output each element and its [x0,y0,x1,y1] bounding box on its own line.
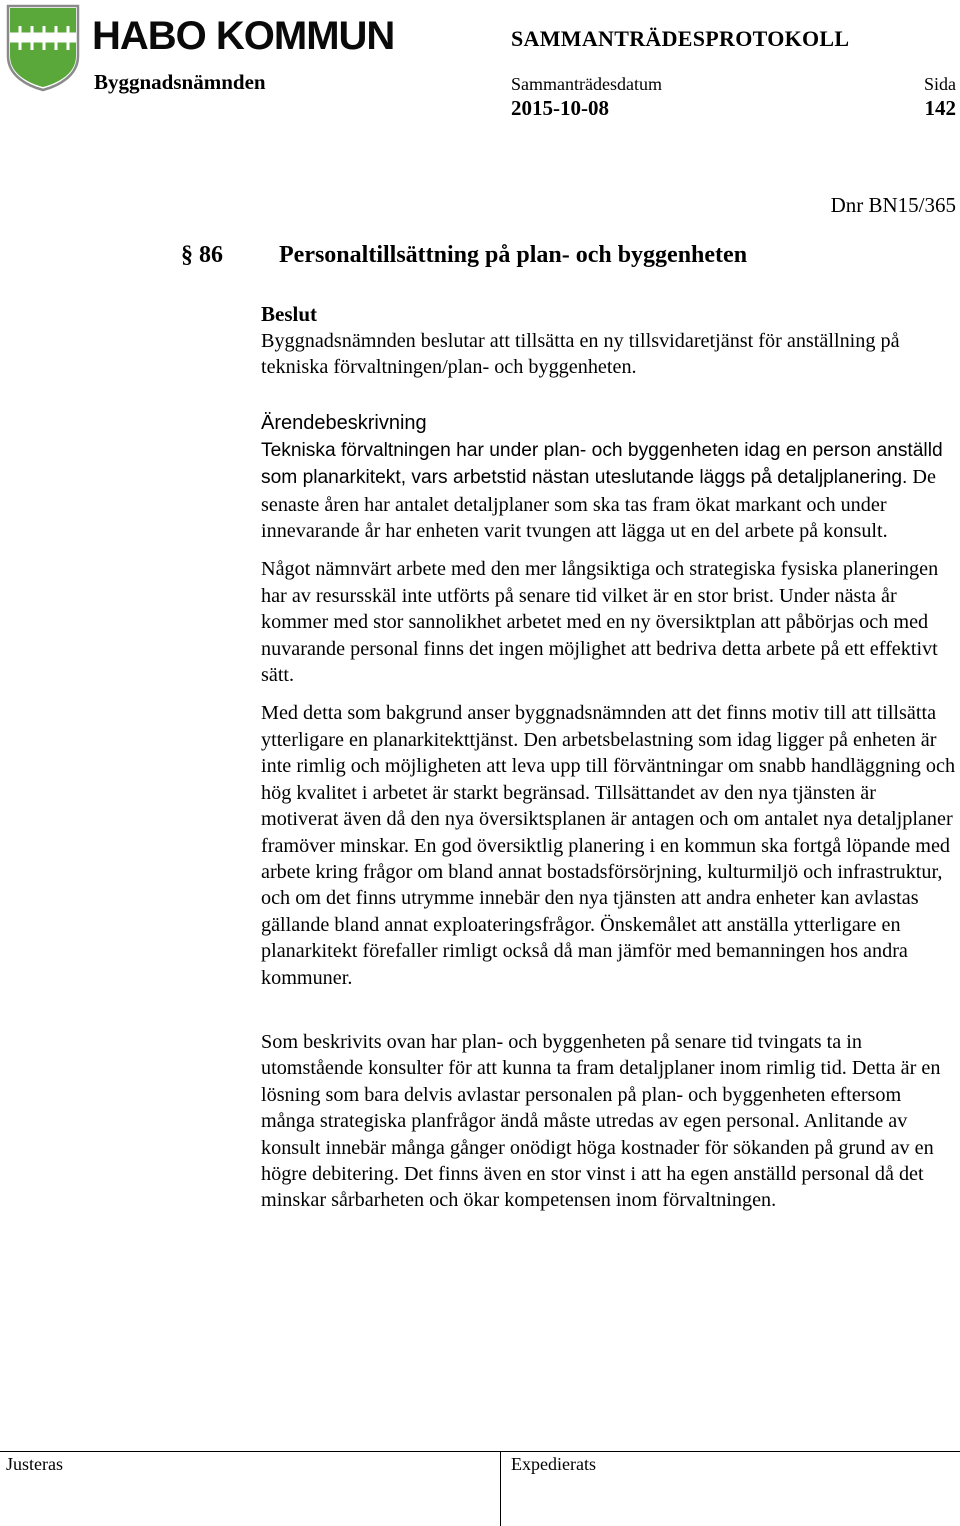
brand-name: HABO KOMMUN [92,14,395,58]
description-paragraph-4: Som beskrivits ovan har plan- och byggenheten på senare tid tvingats ta in utomstående konsulter för att kunna ta fram detaljplaner inom rimlig tid. Detta är en lösning som bara delvis avlastar personalen på plan- och byggenheten eftersom många strategiska planfrågor ändå måste utredas av egen personal. Anlitande av konsult innebär många gånger onödigt höga kostnader för sökanden på grund av en högre debitering. Det finns även en stor vinst i att ha egen anställd personal då det minskar sårbarheten och ökar kompetensen inom förvaltningen. [261,1030,941,1212]
footer-column-divider [500,1451,501,1526]
meeting-date-value: 2015-10-08 [511,96,609,120]
description-paragraph-1 [261,437,958,545]
section-heading [181,242,747,269]
habo-kommun-logo [6,4,80,92]
decision-heading: Beslut [261,302,318,326]
decision-text: Byggnadsnämnden beslutar att tillsätta en ny tillsvidaretjänst för anställning på tekniska förvaltningen/plan- och byggenheten. [261,330,900,379]
description-paragraph-2: Något nämnvärt arbete med den mer långsiktiga och strategiska fysiska planeringen har av resursskäl inte utförts på senare tid vilket är en stor brist. Under nästa år kommer med stor sannolikhet arbetet med en ny översiktplan att påbörjas och med nuvarande personal finns det ingen möjlighet att bedriva detta arbete på ett effektivt sätt. [261,558,939,687]
page-label: Sida [923,74,956,94]
description-paragraph-1-serif: De senaste åren har antalet detaljplaner som ska tas fram ökat markant och under innevarande år har enheten varit tvungen att lägga ut en del arbete på konsult. [261,466,936,543]
diary-number: Dnr BN15/365 [830,193,956,217]
description-heading: Ärendebeskrivning [261,411,427,434]
section-number: 86 [199,242,223,268]
footer-justeras-label: Justeras [6,1454,63,1474]
page-number: 142 [924,96,956,120]
document-type: SAMMANTRÄDESPROTOKOLL [511,26,850,51]
document-body [261,300,958,1214]
section-title: Personaltillsättning på plan- och byggenheten [279,242,748,268]
footer-expedierats-label: Expedierats [511,1454,596,1474]
meeting-date-label: Sammanträdesdatum [511,74,662,94]
description-paragraph-1-sans: Tekniska förvaltningen har under plan- och byggenheten idag en person anställd som planarkitekt, vars arbetstid nästan uteslutande läggs på detaljplanering. [261,439,943,489]
coat-of-arms-icon [6,4,80,92]
paragraph-symbol: § [181,242,193,268]
footer-divider [0,1451,960,1452]
description-paragraph-3: Med detta som bakgrund anser byggnadsnämnden att det finns motiv till att tillsätta ytterligare en planarkitekttjänst. Den arbetsbelastning som idag ligger på enheten är inte rimlig och möjligheten att leva upp till förväntningar om snabb handläggning och hög kvalitet i arbetet är starkt begränsad. Tillsättandet av den nya tjänsten är motiverat även då den nya översiktsplanen är antagen och om antalet nya detaljplaner framöver minskar. En god översiktlig planering i en kommun ska fortgå löpande med arbete kring frågor om bland annat bostadsförsörjning, kulturmiljö och infrastruktur, och om det finns utrymme innebär den nya tjänsten att andra enheter kan avlastas gällande bland annat exploateringsfrågor. Önskemålet att anställa ytterligare en planarkitekt förefaller rimligt också då man jämför med bemanningen hos andra kommuner. [261,702,956,989]
organization-name: Byggnadsnämnden [94,70,266,94]
